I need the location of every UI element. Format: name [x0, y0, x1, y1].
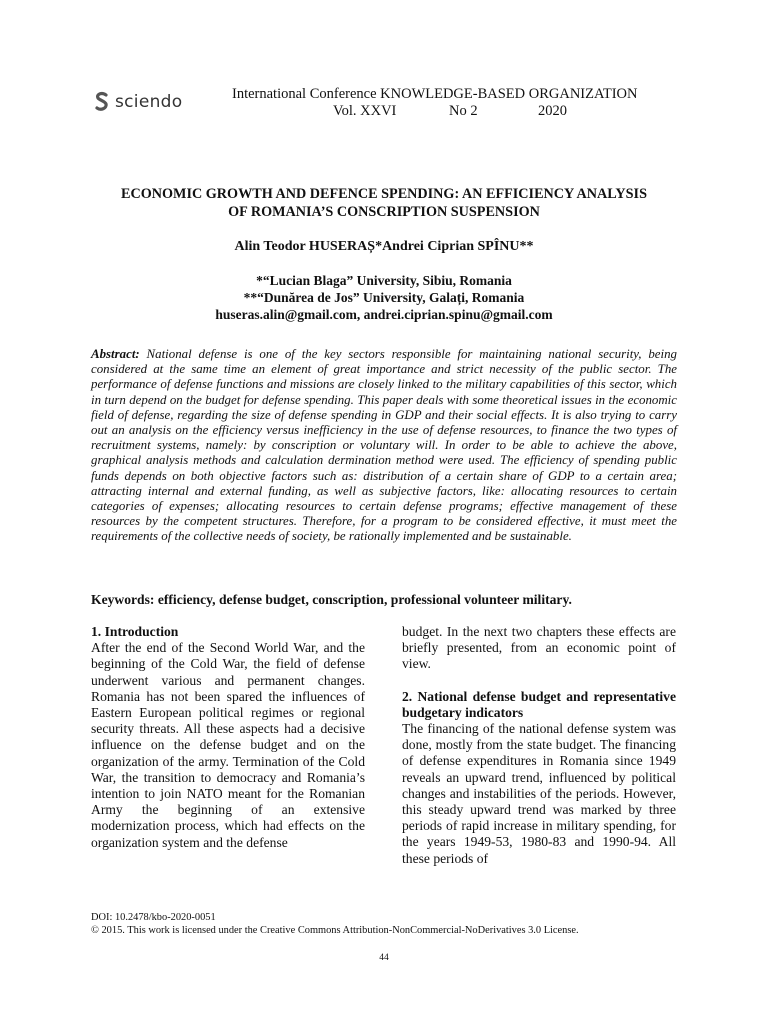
section-2-heading: 2. National defense budget and representative budgetary indicators	[402, 688, 676, 720]
volume: Vol. XXVI	[333, 103, 397, 119]
section-1-text: After the end of the Second World War, and the beginning of the Cold War, the field of defense underwent various and permanent changes. Romania has not been spared the influences of Eastern European political regimes or regional security threats. All these aspects had a decisive influence on the defense budget and on the organization of the army. Termination of the Cold War, the transition to democracy and Romania’s intention to join NATO meant for the Romanian Army the beginning of an extensive modernization process, which had effects on the organization system and the defense	[91, 640, 365, 850]
sciendo-logo-icon	[93, 91, 111, 113]
paper-title	[60, 185, 708, 221]
abstract-text: National defense is one of the key sectors responsible for maintaining national security, being considered at the same time an element of great importance and strict necessity of the public sector. The performance of defense functions and missions are closely linked to the military capabilities of this sector, which in turn depend on the budget for defense spending. This paper deals with some theoretical issues in the economic field of defense, regarding the size of defense spending in GDP and their social effects. It is also trying to carry out an analysis on the efficiency versus inefficiency in the use of defense resources, to finance the two types of recruitment systems, namely: by conscription or voluntary will. In order to be able to achieve the above, graphical analysis methods and calculation dermination method were used. The efficiency of spending public funds depends on both objective factors such as: distribution of a certain share of GDP to a certain area; attracting internal and external funding, as well as subjective factors, like: allocating resources to certain categories of expenses; allocating resources to certain defense programs; effective management of these resources by the competent structures. Therefore, for a program to be considered effective, it must meet the requirements of the collective needs of society, be rationally implemented and be sustainable.	[91, 347, 677, 544]
footer	[91, 911, 579, 937]
logo-text: sciendo	[115, 92, 183, 112]
keywords: Keywords: efficiency, defense budget, conscription, professional volunteer military.	[91, 592, 572, 607]
section-1-continuation: budget. In the next two chapters these effects are briefly presented, from an economic point of view.	[402, 624, 676, 672]
title-line-1: ECONOMIC GROWTH AND DEFENCE SPENDING: AN EFFICIENCY ANALYSIS	[121, 186, 647, 202]
volume-info	[333, 103, 567, 120]
page-number: 44	[379, 953, 389, 963]
authors: Alin Teodor HUSERAȘ*Andrei Ciprian SPÎNU**	[234, 239, 534, 254]
publisher-logo	[93, 84, 215, 120]
emails: huseras.alin@gmail.com, andrei.ciprian.spinu@gmail.com	[215, 307, 553, 322]
section-1-heading: 1. Introduction	[91, 624, 179, 639]
affiliations	[0, 272, 768, 323]
conference-name: International Conference KNOWLEDGE-BASED ORGANIZATION	[232, 86, 638, 102]
title-line-2: OF ROMANIA’S CONSCRIPTION SUSPENSION	[228, 204, 540, 220]
doi: DOI: 10.2478/kbo-2020-0051	[91, 912, 216, 923]
year: 2020	[538, 103, 567, 119]
abstract-label: Abstract:	[91, 347, 140, 361]
license: © 2015. This work is licensed under the Creative Commons Attribution-NonCommercial-NoDerivatives 3.0 License.	[91, 925, 579, 936]
affiliation-1: *“Lucian Blaga” University, Sibiu, Romania	[256, 273, 512, 288]
abstract	[91, 347, 677, 545]
right-column	[402, 624, 676, 867]
issue-number: No 2	[449, 103, 478, 119]
left-column	[91, 624, 365, 851]
section-2-text: The financing of the national defense system was done, mostly from the state budget. The financing of defense expenditures in Romania since 1949 reveals an upward trend, influenced by political changes and instabilities of the periods. However, this steady upward trend was marked by three periods of rapid increase in military spending, for the years 1949-53, 1980-83 and 1990-94. All these periods of	[402, 721, 676, 866]
affiliation-2: **“Dunărea de Jos” University, Galați, Romania	[243, 290, 525, 305]
